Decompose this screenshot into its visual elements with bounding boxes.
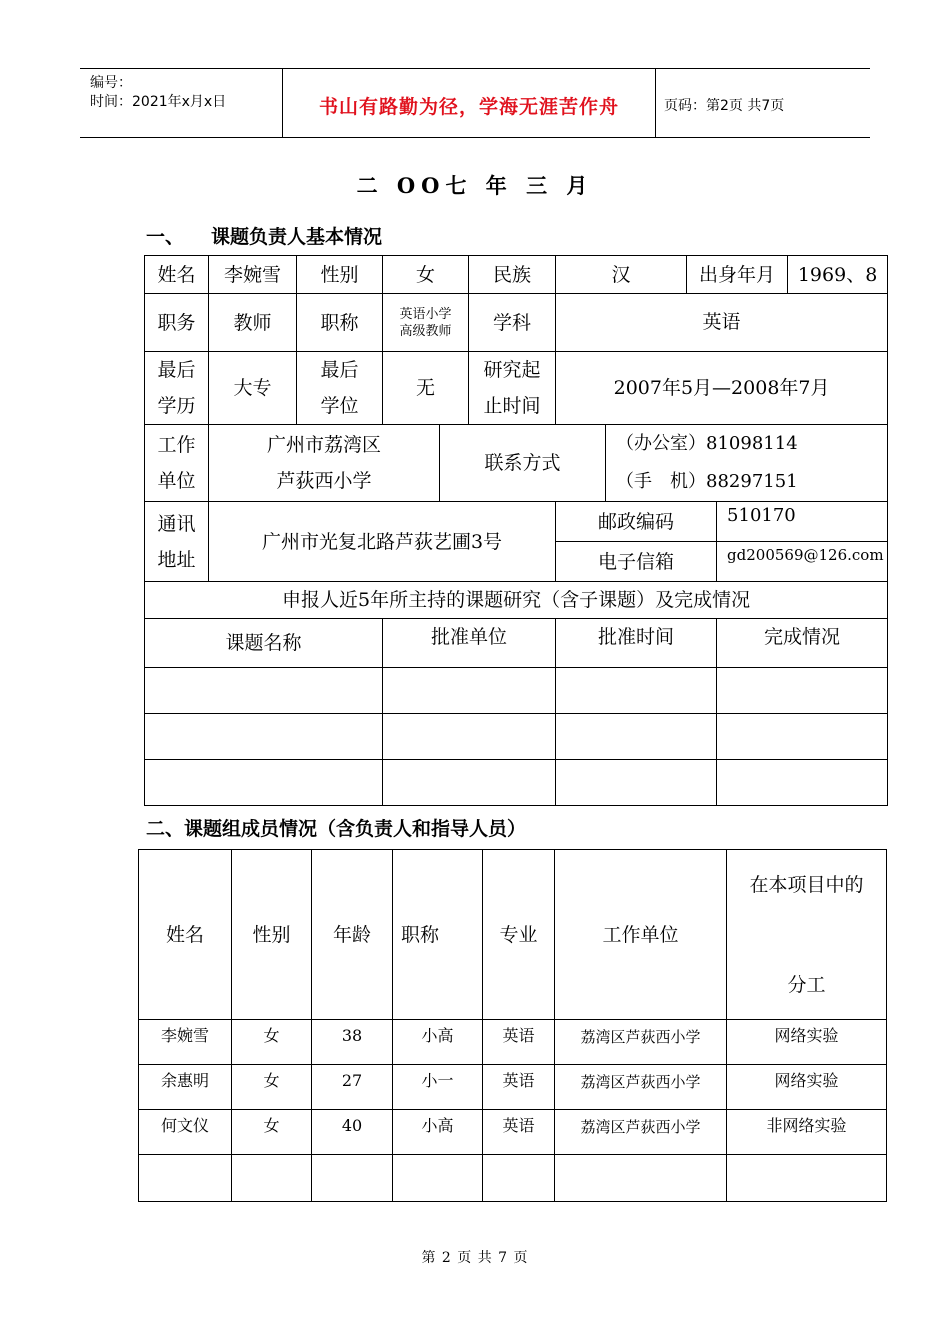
member-age: 38 [312,1020,393,1065]
section2-title: 二、课题组成员情况（含负责人和指导人员） [146,818,527,840]
address-label: 通讯 地址 [145,502,209,582]
member-empty-row [139,1155,887,1202]
title-label: 职称 [297,294,383,352]
postcode-value: 510170 [717,502,888,542]
member-row [139,1065,887,1110]
projects-heading-row [145,582,888,619]
postcode-label: 邮政编码 [556,502,717,542]
degree-label: 最后 学位 [297,352,383,425]
members-col-major: 专业 [483,850,555,1020]
projects-empty-row [145,668,888,714]
email-label: 电子信箱 [556,542,717,582]
member-age: 40 [312,1110,393,1155]
member-title: 小高 [393,1020,483,1065]
members-col-role: 在本项目中的 分工 [727,850,887,1020]
projects-heading: 申报人近5年所主持的课题研究（含子课题）及完成情况 [145,582,888,619]
leader-row-basic [145,256,888,294]
degree-value: 无 [383,352,469,425]
birth-label: 出身年月 [687,256,788,294]
leader-info-table [144,255,888,806]
member-major: 英语 [483,1110,555,1155]
leader-row-address [145,502,888,542]
member-role: 非网络实验 [727,1110,887,1155]
member-row [139,1020,887,1065]
members-header-row [139,850,887,1020]
header-page-cell [654,69,870,137]
member-gender: 女 [232,1065,312,1110]
name-value: 李婉雪 [209,256,297,294]
col-project-name: 课题名称 [145,619,383,668]
members-col-gender: 性别 [232,850,312,1020]
subject-value: 英语 [556,294,888,352]
member-unit: 荔湾区芦荻西小学 [555,1020,727,1065]
member-name: 余惠明 [139,1065,232,1110]
members-col-unit: 工作单位 [555,850,727,1020]
member-gender: 女 [232,1020,312,1065]
address-value: 广州市光复北路芦荻艺圃3号 [209,502,556,582]
header-motto: 书山有路勤为径，学海无涯苦作舟 [318,96,619,118]
member-title: 小高 [393,1110,483,1155]
position-value: 教师 [209,294,297,352]
period-value: 2007年5月—2008年7月 [556,352,888,425]
position-label: 职务 [145,294,209,352]
leader-row-unit [145,425,888,502]
member-name: 李婉雪 [139,1020,232,1065]
ethnic-value: 汉 [556,256,687,294]
title-value: 英语小学 高级教师 [383,294,469,352]
projects-empty-row [145,714,888,760]
section1-number: 一、 [146,226,185,248]
members-col-age: 年龄 [312,850,393,1020]
document-number: 编号： [90,75,132,91]
contact-value [606,425,888,502]
member-major: 英语 [483,1020,555,1065]
email-value: gd200569@126.com [717,542,888,582]
members-table [138,849,887,1202]
unit-value: 广州市荔湾区 芦荻西小学 [209,425,440,502]
header-page-number: 页码：第2页 共7页 [664,98,785,114]
unit-label: 工作 单位 [145,425,209,502]
document-time: 时间：2021年x月x日 [90,94,227,110]
date-title: 二 OO七 年 三 月 [356,173,594,198]
leader-row-position [145,294,888,352]
leader-row-education [145,352,888,425]
header-motto-cell [282,69,656,137]
col-approving-unit: 批准单位 [383,619,556,668]
birth-value: 1969、8 [788,256,888,294]
member-role: 网络实验 [727,1020,887,1065]
member-unit: 荔湾区芦荻西小学 [555,1110,727,1155]
col-approval-time: 批准时间 [556,619,717,668]
header-meta [80,69,282,137]
members-col-name: 姓名 [139,850,232,1020]
member-name: 何文仪 [139,1110,232,1155]
gender-value: 女 [383,256,469,294]
member-unit: 荔湾区芦荻西小学 [555,1065,727,1110]
gender-label: 性别 [297,256,383,294]
col-completion: 完成情况 [717,619,888,668]
period-label: 研究起 止时间 [469,352,556,425]
mobile-phone: （手 机）88297151 [616,471,798,492]
subject-label: 学科 [469,294,556,352]
projects-header-row [145,619,888,668]
edu-label: 最后 学历 [145,352,209,425]
ethnic-label: 民族 [469,256,556,294]
projects-empty-row [145,760,888,806]
member-role: 网络实验 [727,1065,887,1110]
name-label: 姓名 [145,256,209,294]
page-header [80,68,870,138]
member-major: 英语 [483,1065,555,1110]
office-phone: （办公室）81098114 [616,433,798,454]
member-age: 27 [312,1065,393,1110]
members-col-title: 职称 [393,850,483,1020]
contact-label: 联系方式 [440,425,606,502]
member-title: 小一 [393,1065,483,1110]
edu-value: 大专 [209,352,297,425]
member-gender: 女 [232,1110,312,1155]
page-footer: 第 2 页 共 7 页 [421,1250,529,1266]
section1-title: 课题负责人基本情况 [211,226,383,248]
member-row [139,1110,887,1155]
